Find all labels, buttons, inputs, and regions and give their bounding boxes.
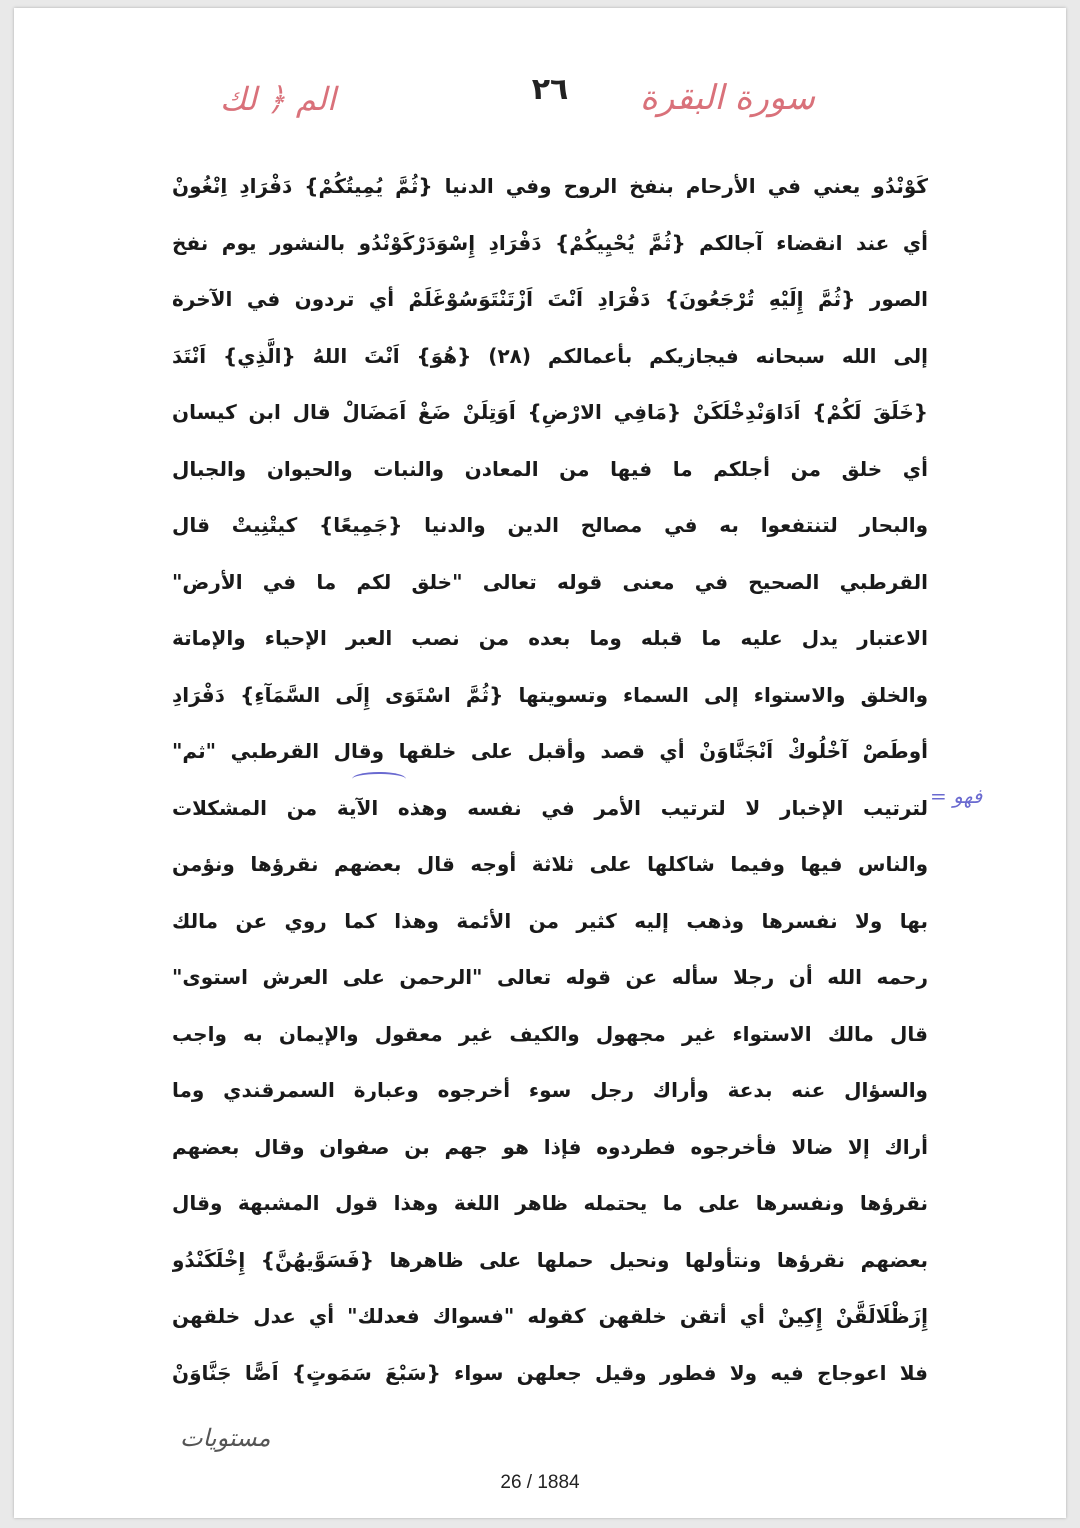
text-line: رحمه الله أن رجلا سأله عن قوله تعالى "الرحمن على العرش استوى" [172,965,928,989]
text-line: كَوْنْدُو يعني في الأرحام بنفخ الروح وفي الدنيا {ثُمَّ يُمِيتُكُمْ} دَفْرَادِ اِنْغُونْ [172,174,928,198]
text-line: قال مالك الاستواء غير مجهول والكيف غير معقول والإيمان به واجب [172,1021,928,1046]
text-line: بعضهم نقرؤها ونتأولها ونحيل حملها على ظاهرها {فَسَوَّيهُنَّ} إِخْلَكَنْدُو [172,1247,928,1272]
text-line: {خَلَقَ لَكُمْ} اَدَاوَنْدِخْلَكَنْ {مَافِي الارْضِ} اَوَتِلَنْ ضَغْ اَمَضَالْ قال ابن كيسان [172,400,928,424]
text-line: أوطَصْ آخْلُوكْ اَنْجَنَّاوَنْ أي قصد وأقبل على خلقها وقال القرطبي "ثم" [172,739,928,763]
text-line: أي خلق من أجلكم ما فيها من المعادن والنبات والحيوان والجبال [172,456,928,481]
text-line: لترتيب الإخبار لا لترتيب الأمر في نفسه وهذه الآية من المشكلات [172,795,928,820]
text-line: أي عند انقضاء آجالكم {ثُمَّ يُحْيِيكُمْ} دَفْرَادِ إِسْوَدَرْكَوْنْدُو بالنشور يوم نفخ [172,230,928,255]
text-line: الصور {ثُمَّ إِلَيْهِ تُرْجَعُونَ} دَفْرَادِ اَنْتَ اَزْتَنْتَوَسُوْغَلَمْ أي تردون في الآخرة [172,287,928,311]
page-indicator: 26 / 1884 [500,1472,580,1493]
text-line: أراك إلا ضالا فأخرجوه فطردوه فإذا هو جهم بن صفوان وقال بعضهم [172,1134,928,1159]
opening-letters-handwritten: الم ﴿ لك [220,80,336,118]
text-line: والبحار لتنتفعوا به في مصالح الدين والدنيا {جَمِيعًا} كيتْنِيتْ قال [172,513,928,537]
text-line: والخلق والاستواء إلى السماء وتسويتها {ثُمَّ اسْتَوَى إِلَى السَّمَآءِ} دَفْرَادِ [172,682,928,707]
text-line: والناس فيها وفيما شاكلها على ثلاثة أوجه قال بعضهم نقرؤها ونؤمن [172,852,928,876]
text-line: القرطبي الصحيح في معنى قوله تعالى "خلق لكم ما في الأرض" [172,569,928,594]
correction-mark [352,772,406,786]
text-line: والسؤال عنه بدعة وأراك رجل سوء أخرجوه وعبارة السمرقندي وما [172,1078,928,1102]
margin-note-handwritten: فهو = [930,784,983,808]
text-line: الاعتبار يدل عليه ما قبله وما بعده من نصب العبر الإحياء والإماتة [172,626,928,650]
text-line: إلى الله سبحانه فيجازيكم بأعمالكم (٢٨) {هُوَ} اَنْتَ اللهُ {الَّذِي} اَنْتَدَ [172,343,928,368]
surah-name-handwritten: سورة البقرة [640,78,815,118]
text-line: بها ولا نفسرها وذهب إليه كثير من الأئمة وهذا كما روي عن مالك [172,908,928,933]
text-line: نقرؤها ونفسرها على ما يحتمله ظاهر اللغة وهذا قول المشبهة وقال [172,1191,928,1215]
text-line: إِزَظْلَالَقَّنْ إِكِينْ أي أتقن خلقهن كقوله "فسواك فعدلك" أي عدل خلقهن [172,1304,928,1328]
page-number-arabic: ٢٦ [531,72,569,107]
text-line: فلا اعوجاج فيه ولا فطور وقيل جعلهن سواء {سَبْعَ سَمَوتٍ} اَصًّا جَنَّاوَنْ [172,1360,928,1385]
tafsir-body-text [172,158,928,1401]
bottom-note-handwritten: مستويات [180,1424,271,1452]
